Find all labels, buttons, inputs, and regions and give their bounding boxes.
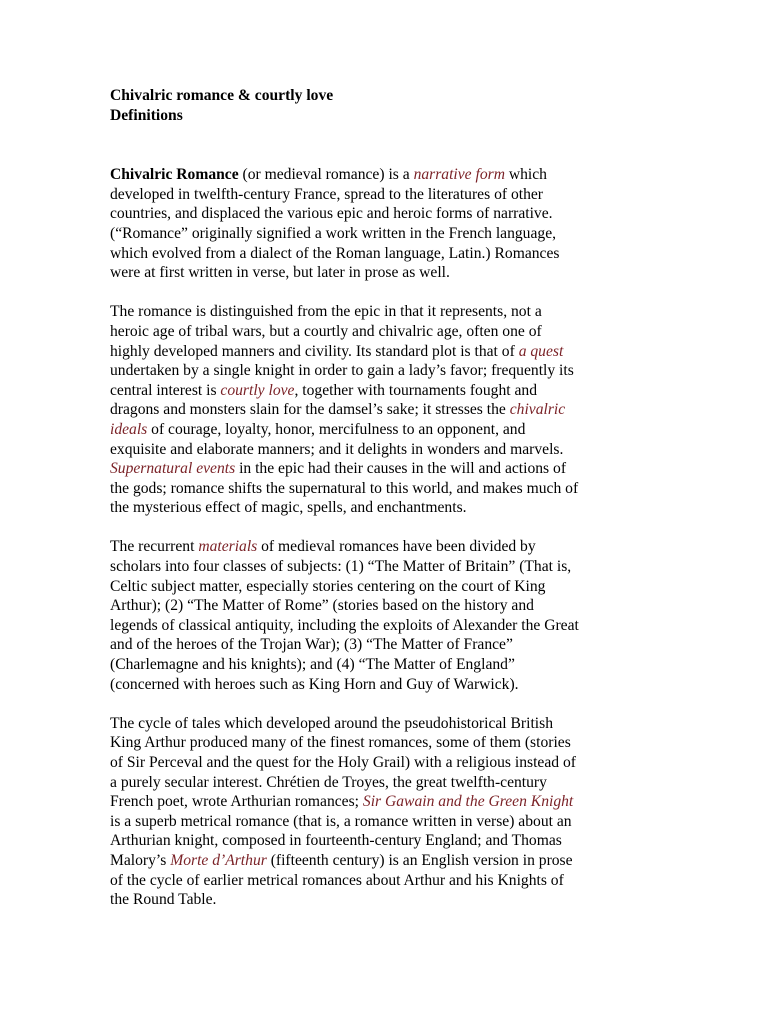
text-run: of courage, loyalty, honor, mercifulness to an opponent, and — [147, 420, 526, 438]
text-run: the mysterious effect of magic, spells, and enchantments. — [110, 499, 467, 517]
text-run: of Sir Perceval and the quest for the Holy Grail) with a religious instead of — [110, 754, 576, 771]
text-run: developed in twelfth-century France, spread to the literatures of other — [110, 185, 543, 203]
text-run: The romance is distinguished from the epic in that it represents, not a — [110, 303, 542, 321]
text-run: (or medieval romance) is a — [238, 166, 414, 184]
text-line — [110, 733, 662, 753]
text-run: heroic age of tribal wars, but a courtly and chivalric age, often one of — [110, 322, 542, 340]
text-run: King Arthur produced many of the finest romances, some of them (stories — [110, 734, 571, 752]
text-run: legends of classical antiquity, including the exploits of Alexander the Great — [110, 616, 579, 634]
text-line — [110, 871, 662, 891]
italic-term: a quest — [518, 342, 564, 360]
text-run: a purely secular interest. Chrétien de Troyes, the great twelfth-century — [110, 773, 547, 791]
italic-term: courtly love — [220, 381, 295, 399]
document-page — [110, 86, 662, 910]
text-run: Celtic subject matter, especially stories centering on the court of King — [110, 577, 546, 595]
text-line — [110, 479, 662, 499]
text-run: (concerned with heroes such as King Horn and Guy of Warwick). — [110, 675, 519, 693]
text-line — [110, 165, 662, 185]
text-run: exquisite and elaborate manners; and it delights in wonders and marvels. — [110, 440, 564, 458]
italic-term: Sir Gawain and the Green Knight — [362, 793, 574, 811]
text-run: were at first written in verse, but later in prose as well. — [110, 264, 450, 282]
text-line — [110, 675, 662, 695]
text-run: dragons and monsters slain for the damsel’s sake; it stresses the — [110, 401, 510, 419]
text-run: Arthurian knight, composed in fourteenth-century England; and Thomas — [110, 832, 562, 850]
paragraph-1 — [110, 165, 662, 283]
italic-term: Supernatural events — [110, 460, 236, 478]
italic-term: chivalric — [509, 401, 566, 419]
italic-term: materials — [198, 538, 258, 556]
document-body — [110, 165, 662, 910]
text-line — [110, 302, 662, 322]
paragraph-3 — [110, 537, 662, 694]
text-line — [110, 773, 662, 793]
text-run: Malory’s — [110, 851, 171, 869]
italic-term: Morte d’Arthur — [170, 851, 267, 869]
text-line — [110, 263, 662, 283]
text-run: The cycle of tales which developed around the pseudohistorical British — [110, 714, 553, 732]
text-line — [110, 204, 662, 224]
text-line — [110, 185, 662, 205]
text-run: (Charlemagne and his knights); and (4) “The Matter of England” — [110, 656, 515, 674]
text-run: undertaken by a single knight in order to gain a lady’s favor; frequently its — [110, 362, 574, 380]
text-run: which — [504, 166, 547, 184]
text-run: (fifteenth century) is an English version in prose — [266, 851, 573, 869]
text-line — [110, 714, 662, 734]
text-line — [110, 635, 662, 655]
text-line — [110, 440, 662, 460]
text-line — [110, 361, 662, 381]
text-run: in the epic had their causes in the will and actions of — [235, 460, 567, 478]
bold-term: Chivalric Romance — [110, 166, 239, 184]
text-run: The recurrent — [110, 538, 199, 556]
italic-term: ideals — [110, 420, 148, 438]
text-line — [110, 812, 662, 832]
text-line — [110, 577, 662, 597]
text-run: , together with tournaments fought and — [294, 381, 537, 399]
text-run: of medieval romances have been divided by — [257, 538, 536, 556]
text-run: (“Romance” originally signified a work written in the French language, — [110, 224, 557, 242]
text-line — [110, 498, 662, 518]
text-line — [110, 851, 662, 871]
text-line — [110, 537, 662, 557]
text-run: the gods; romance shifts the supernatural to this world, and makes much of — [110, 479, 579, 497]
text-line — [110, 420, 662, 440]
paragraph-4 — [110, 714, 662, 910]
text-line — [110, 792, 662, 812]
text-run: countries, and displaced the various epic and heroic forms of narrative. — [110, 205, 553, 223]
text-line — [110, 459, 662, 479]
text-line — [110, 342, 662, 362]
text-run: of the cycle of earlier metrical romances about Arthur and his Knights of — [110, 871, 564, 889]
document-header — [110, 86, 662, 125]
document-title: Chivalric romance & courtly love — [110, 87, 334, 104]
text-run: the Round Table. — [110, 891, 217, 909]
text-line — [110, 753, 662, 773]
paragraph-2 — [110, 302, 662, 518]
italic-term: narrative form — [413, 166, 505, 184]
text-run: highly developed manners and civility. Its standard plot is that of — [110, 342, 519, 360]
text-run: and of the heroes of the Trojan War); (3) “The Matter of France” — [110, 636, 513, 654]
text-line — [110, 400, 662, 420]
document-subtitle: Definitions — [110, 106, 183, 124]
header-spacer — [110, 125, 662, 165]
text-run: is a superb metrical romance (that is, a romance written in verse) about an — [110, 812, 572, 830]
text-run: scholars into four classes of subjects: (1) “The Matter of Britain” (That is, — [110, 558, 572, 576]
text-line — [110, 655, 662, 675]
text-run: French poet, wrote Arthurian romances; — [110, 793, 363, 811]
text-run: Arthur); (2) “The Matter of Rome” (stories based on the history and — [110, 597, 534, 615]
text-line — [110, 322, 662, 342]
text-run: central interest is — [110, 381, 221, 399]
text-run: which evolved from a dialect of the Roman language, Latin.) Romances — [110, 244, 560, 262]
text-line — [110, 244, 662, 264]
text-line — [110, 831, 662, 851]
text-line — [110, 596, 662, 616]
text-line — [110, 381, 662, 401]
text-line — [110, 616, 662, 636]
text-line — [110, 557, 662, 577]
text-line — [110, 890, 662, 910]
text-line — [110, 224, 662, 244]
